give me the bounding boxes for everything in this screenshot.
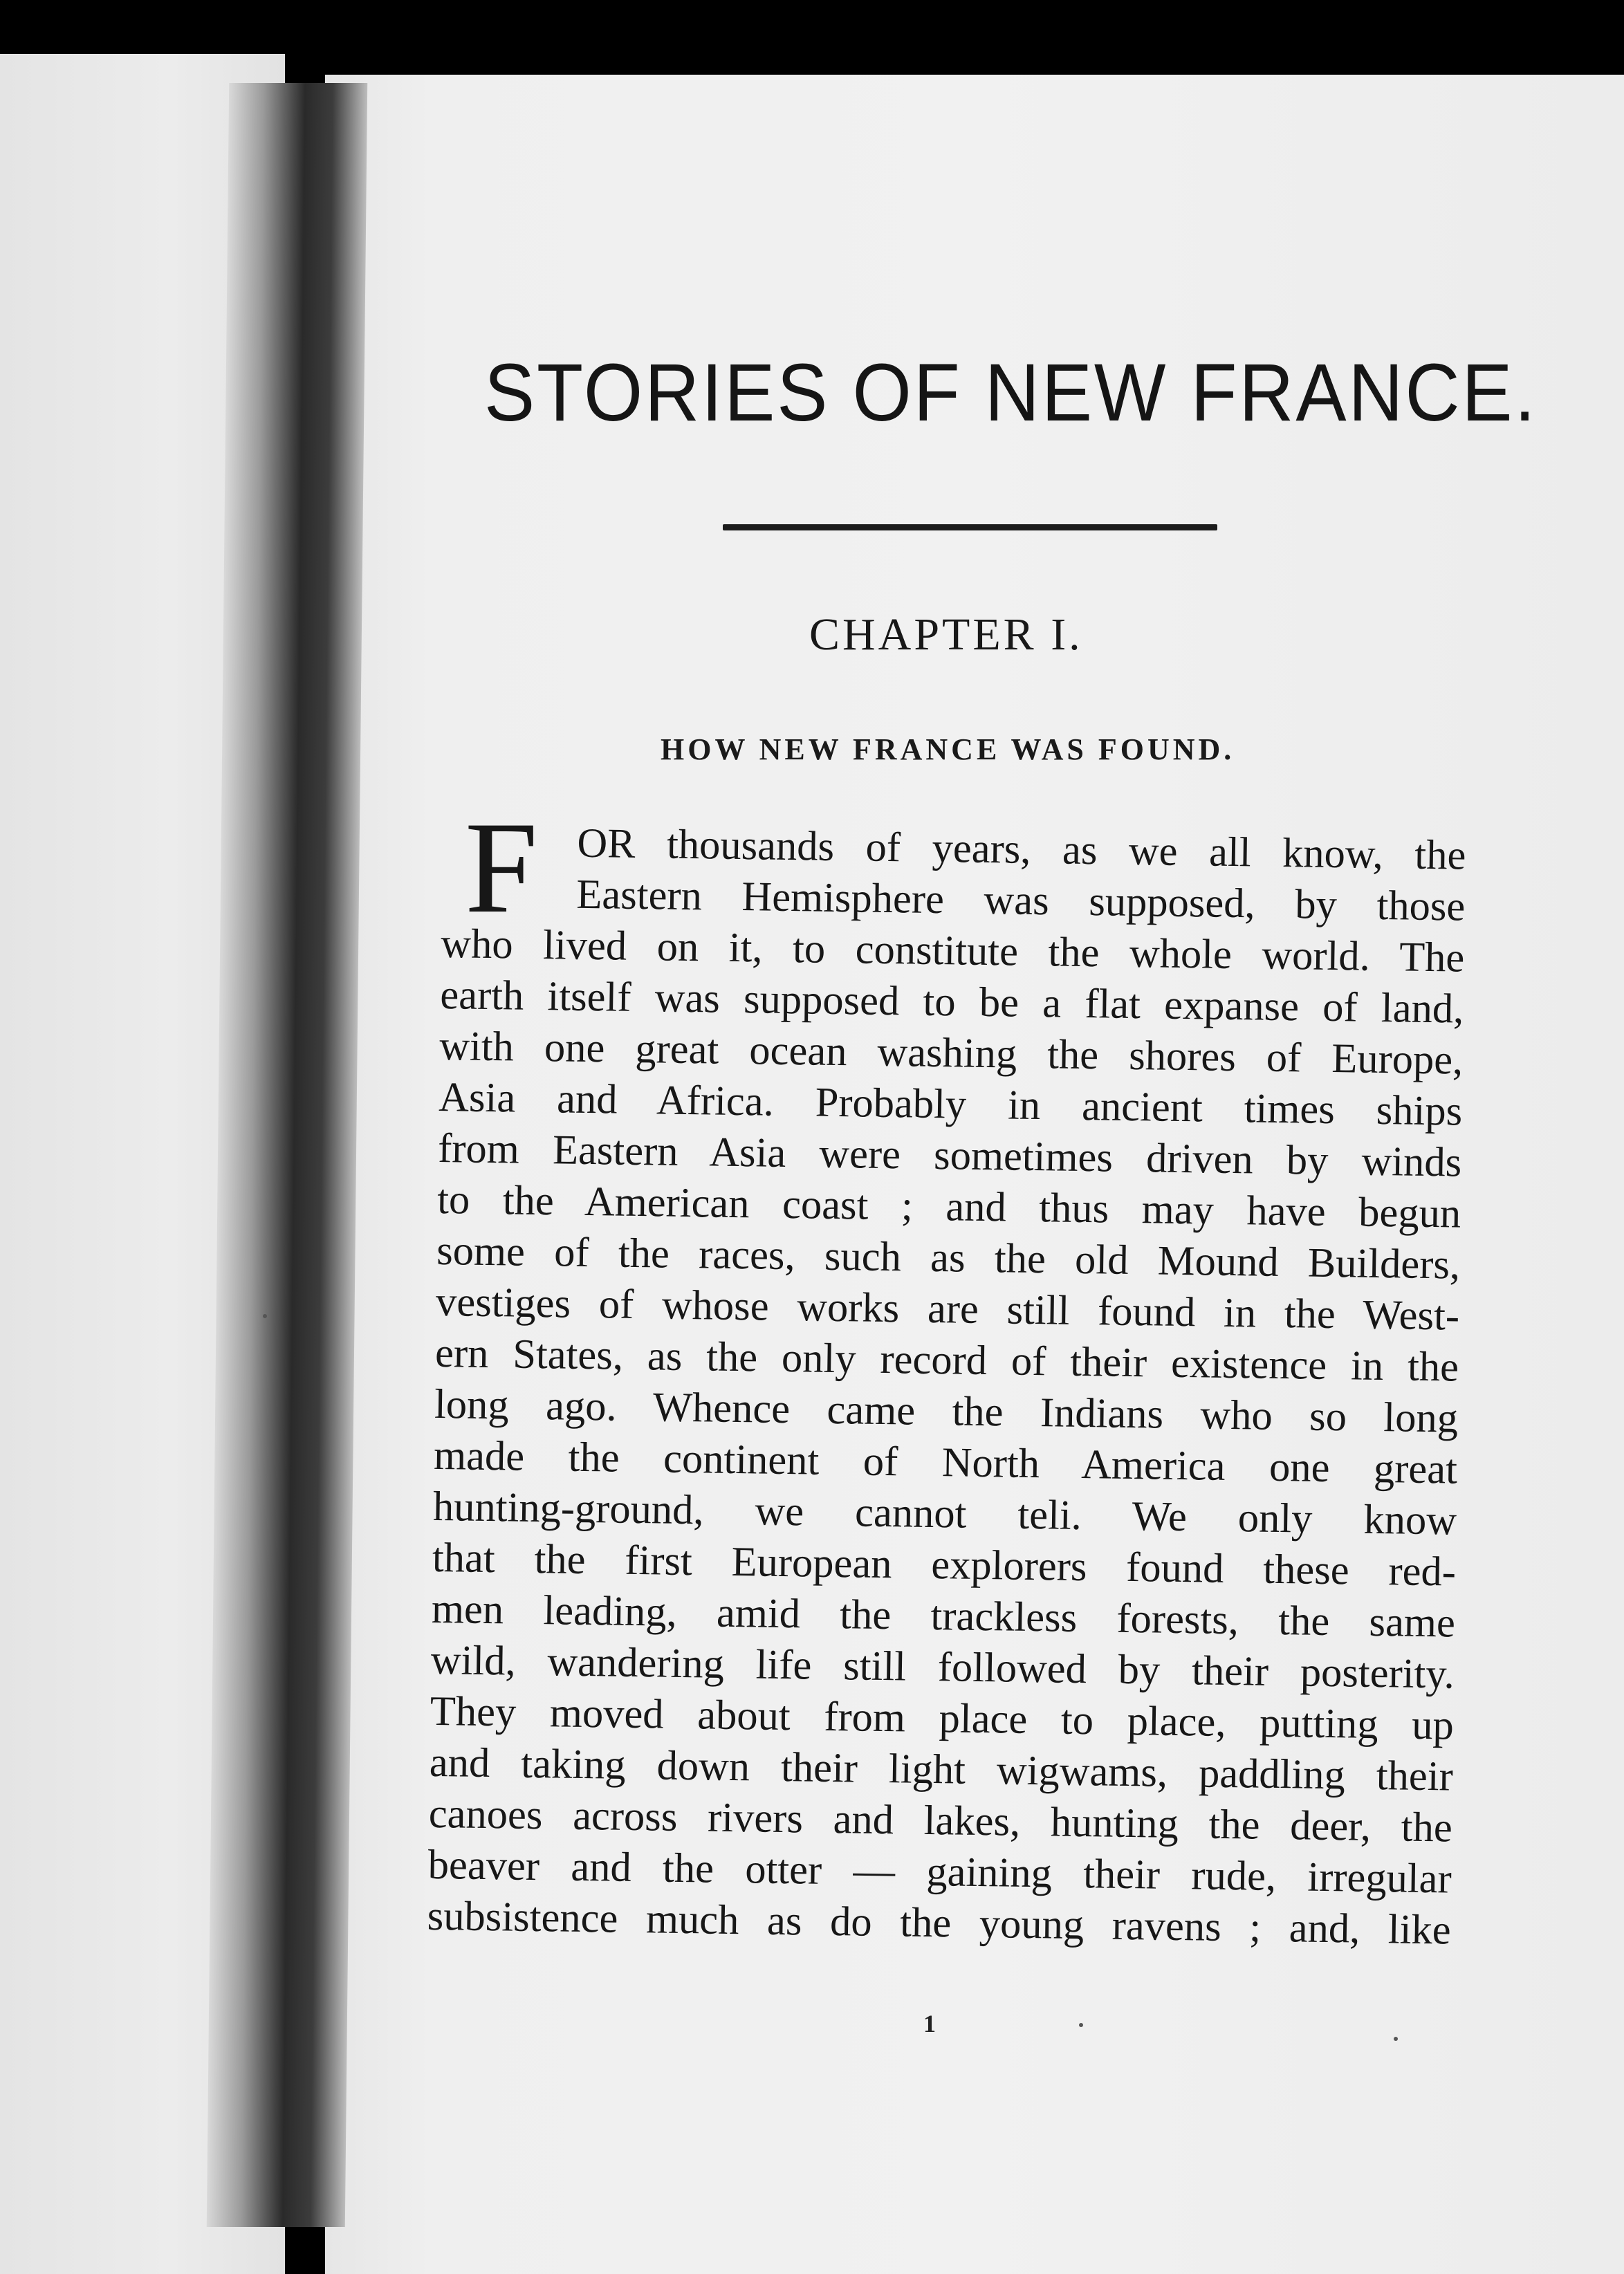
text-line: Asia and Africa. Probably in ancient times ships: [438, 1073, 1463, 1135]
scan-speck: [263, 1314, 267, 1318]
text-line: long ago. Whence came the Indians who so long: [434, 1380, 1459, 1442]
page-gutter-shadow: [207, 83, 367, 2227]
text-line: earth itself was supposed to be a flat expanse of land,: [439, 971, 1464, 1033]
text-line: OR thousands of years, as we all know, the: [577, 820, 1466, 879]
text-line: beaver and the otter — gaining their rude, irregular: [427, 1841, 1452, 1903]
text-line: canoes across rivers and lakes, hunting the deer, the: [428, 1790, 1453, 1851]
text-line: that the first European explorers found these red-: [432, 1534, 1457, 1596]
text-line: to the American coast ; and thus may have begun: [436, 1176, 1461, 1237]
text-line: They moved about from place to place, putting up: [430, 1688, 1455, 1749]
text-line: with one great ocean washing the shores of Europe,: [439, 1022, 1464, 1084]
chapter-heading: CHAPTER I.: [809, 609, 1083, 660]
text-line: Eastern Hemisphere was supposed, by those: [575, 871, 1466, 930]
chapter-title: HOW NEW FRANCE WAS FOUND.: [661, 732, 1235, 766]
text-line: vestiges of whose works are still found in the West-: [435, 1278, 1460, 1340]
text-line: who lived on it, to constitute the whole world. The: [440, 920, 1465, 981]
scan-speck: [1079, 2023, 1083, 2027]
title-rule: [723, 524, 1217, 530]
scan-speck: [1394, 2037, 1398, 2041]
body-text: [427, 816, 1466, 1957]
text-line: ern States, as the only record of their existence in the: [434, 1329, 1459, 1391]
text-line: wild, wandering life still followed by their posterity.: [430, 1636, 1455, 1698]
text-line: made the continent of North America one great: [433, 1432, 1458, 1493]
drop-cap: F: [465, 795, 538, 941]
text-line: from Eastern Asia were sometimes driven by winds: [437, 1125, 1462, 1186]
text-line: hunting-ground, we cannot teli. We only know: [432, 1483, 1457, 1544]
page-number: 1: [923, 2010, 936, 2037]
running-title: STORIES OF NEW FRANCE.: [484, 347, 1538, 438]
text-line: some of the races, such as the old Mound Builders,: [436, 1227, 1461, 1288]
text-line: and taking down their light wigwams, paddling their: [429, 1739, 1454, 1800]
text-line: men leading, amid the trackless forests, the same: [431, 1585, 1456, 1647]
text-line: subsistence much as do the young ravens ; and, like: [427, 1892, 1452, 1954]
